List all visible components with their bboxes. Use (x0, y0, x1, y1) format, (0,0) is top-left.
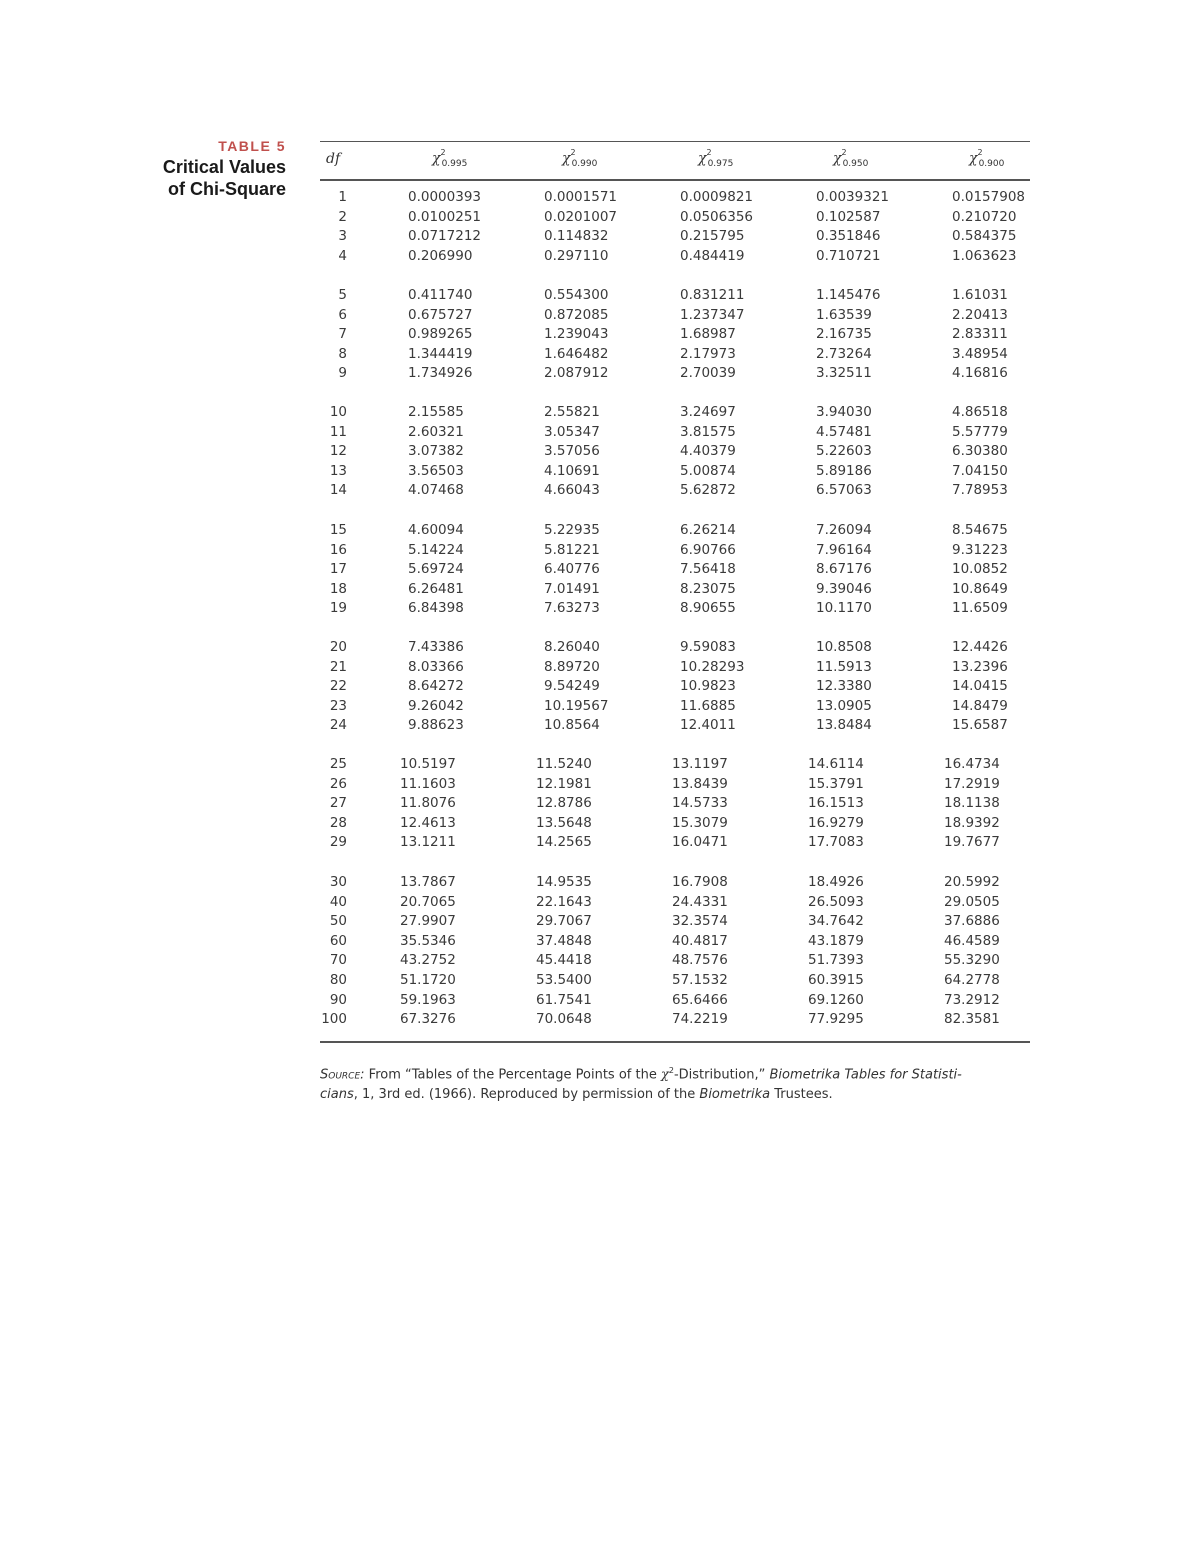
df-cell: 7 (338, 326, 347, 343)
value-cell: 14.5733 (672, 795, 728, 812)
value-cell: 7.01491 (544, 580, 600, 597)
value-cell: 4.07468 (408, 482, 464, 499)
chi-symbol: χ (833, 150, 842, 167)
value-cell: 8.64272 (408, 678, 464, 695)
value-cell: 8.03366 (408, 658, 464, 675)
value-cell: 57.1532 (672, 971, 728, 988)
value-cell: 0.554300 (544, 287, 609, 303)
value-cell: 16.4734 (944, 756, 1000, 772)
value-cell: 0.0001571 (544, 189, 618, 205)
df-cell: 11 (329, 423, 347, 440)
table-row (320, 971, 1040, 991)
value-cell: 15.3791 (808, 775, 864, 792)
value-cell: 5.14224 (408, 541, 464, 558)
probability-subscript: 0.975 (707, 159, 734, 170)
value-cell: 1.145476 (816, 287, 881, 303)
value-cell: 6.26214 (680, 522, 736, 538)
row-group (320, 873, 1040, 1030)
value-cell: 20.5992 (944, 874, 1000, 890)
value-cell: 11.1603 (400, 775, 456, 792)
value-cell: 3.48954 (952, 345, 1008, 362)
df-cell: 29 (329, 834, 347, 851)
table-row (320, 442, 1040, 462)
value-cell: 0.411740 (408, 287, 473, 303)
superscript: 2 (977, 148, 983, 157)
table-row (320, 716, 1040, 736)
value-cell: 0.102587 (816, 208, 881, 225)
value-cell: 16.0471 (672, 834, 728, 851)
df-cell: 25 (329, 756, 347, 772)
chi-symbol: χ (562, 150, 571, 167)
value-cell: 3.07382 (408, 443, 464, 460)
value-cell: 0.484419 (680, 247, 745, 264)
value-cell: 2.087912 (544, 365, 609, 382)
value-cell: 2.55821 (544, 404, 600, 420)
value-cell: 12.3380 (816, 678, 872, 695)
value-cell: 8.23075 (680, 580, 736, 597)
value-cell: 12.8786 (536, 795, 592, 812)
column-header-0.990 (562, 150, 601, 169)
table-row (320, 932, 1040, 952)
value-cell: 0.297110 (544, 247, 609, 264)
value-cell: 32.3574 (672, 913, 728, 930)
value-cell: 55.3290 (944, 952, 1000, 969)
value-cell: 61.7541 (536, 991, 592, 1008)
value-cell: 6.40776 (544, 561, 600, 578)
superscript: 2 (570, 148, 576, 157)
value-cell: 7.26094 (816, 522, 872, 538)
value-cell: 16.1513 (808, 795, 864, 812)
source-label: Source: (320, 1067, 365, 1083)
value-cell: 51.1720 (400, 971, 456, 988)
value-cell: 7.56418 (680, 561, 736, 578)
value-cell: 11.5240 (536, 756, 592, 772)
value-cell: 73.2912 (944, 991, 1000, 1008)
column-header-0.950 (833, 150, 872, 169)
df-cell: 70 (329, 952, 347, 969)
chi-symbol: χ (969, 150, 978, 167)
value-cell: 6.57063 (816, 482, 872, 499)
row-group (320, 188, 1040, 266)
value-cell: 3.05347 (544, 423, 600, 440)
df-cell: 40 (329, 893, 347, 910)
value-cell: 46.4589 (944, 932, 1000, 949)
table-row (320, 247, 1040, 267)
df-cell: 4 (338, 247, 347, 264)
table-row (320, 697, 1040, 717)
value-cell: 0.0157908 (952, 189, 1026, 205)
df-cell: 27 (329, 795, 347, 812)
value-cell: 13.0905 (816, 697, 872, 714)
value-cell: 4.66043 (544, 482, 600, 499)
column-header-0.975 (698, 150, 737, 169)
superscript: 2 (841, 148, 847, 157)
value-cell: 7.63273 (544, 600, 600, 617)
value-cell: 1.63539 (816, 306, 872, 323)
value-cell: 9.88623 (408, 717, 464, 734)
value-cell: 5.81221 (544, 541, 600, 558)
table-row (320, 580, 1040, 600)
value-cell: 8.90655 (680, 600, 736, 617)
value-cell: 0.0717212 (408, 228, 482, 245)
df-cell: 5 (338, 287, 347, 303)
value-cell: 14.8479 (952, 697, 1008, 714)
value-cell: 10.8649 (952, 580, 1008, 597)
header-df: df (326, 151, 341, 167)
table-row (320, 599, 1040, 619)
table-row (320, 423, 1040, 443)
df-cell: 19 (329, 600, 347, 617)
table-row (320, 462, 1040, 482)
value-cell: 9.59083 (680, 639, 736, 655)
value-cell: 5.22935 (544, 522, 600, 538)
value-cell: 0.710721 (816, 247, 881, 264)
value-cell: 0.584375 (952, 228, 1017, 245)
table-row (320, 814, 1040, 834)
value-cell: 16.7908 (672, 874, 728, 890)
value-cell: 0.0506356 (680, 208, 754, 225)
value-cell: 14.2565 (536, 834, 592, 851)
table-row (320, 481, 1040, 501)
superscript: 2 (440, 148, 446, 157)
value-cell: 15.3079 (672, 814, 728, 831)
value-cell: 59.1963 (400, 991, 456, 1008)
value-cell: 0.206990 (408, 247, 473, 264)
value-cell: 0.114832 (544, 228, 609, 245)
value-cell: 10.19567 (544, 697, 609, 714)
value-cell: 4.16816 (952, 365, 1008, 382)
source-note: Source: From “Tables of the Percentage Points of the $\chi^2$-Distribution,” Biometrika Tables for Statisti- cians, 1, 3rd ed. (1966). Reproduced by permission of the Biometrika Trustees. (320, 1066, 962, 1103)
value-cell: 7.43386 (408, 639, 464, 655)
value-cell: 2.16735 (816, 326, 872, 343)
value-cell: 2.15585 (408, 404, 464, 420)
value-cell: 77.9295 (808, 1011, 864, 1028)
value-cell: 3.94030 (816, 404, 872, 420)
df-cell: 50 (329, 913, 347, 930)
value-cell: 35.5346 (400, 932, 456, 949)
row-group (320, 403, 1040, 501)
value-cell: 8.89720 (544, 658, 600, 675)
value-cell: 3.57056 (544, 443, 600, 460)
df-cell: 1 (338, 189, 347, 205)
df-cell: 8 (338, 345, 347, 362)
value-cell: 10.0852 (952, 561, 1008, 578)
value-cell: 0.0100251 (408, 208, 482, 225)
value-cell: 14.6114 (808, 756, 864, 772)
value-cell: 82.3581 (944, 1011, 1000, 1028)
table-row (320, 658, 1040, 678)
value-cell: 18.4926 (808, 874, 864, 890)
value-cell: 2.83311 (952, 326, 1008, 343)
value-cell: 40.4817 (672, 932, 728, 949)
df-cell: 14 (329, 482, 347, 499)
value-cell: 6.84398 (408, 600, 464, 617)
value-cell: 15.6587 (952, 717, 1008, 734)
value-cell: 13.8439 (672, 775, 728, 792)
table-row (320, 325, 1040, 345)
value-cell: 51.7393 (808, 952, 864, 969)
df-cell: 3 (338, 228, 347, 245)
value-cell: 2.17973 (680, 345, 736, 362)
value-cell: 0.872085 (544, 306, 609, 323)
column-header-0.900 (969, 150, 1008, 169)
value-cell: 3.24697 (680, 404, 736, 420)
value-cell: 13.5648 (536, 814, 592, 831)
table-row (320, 227, 1040, 247)
value-cell: 43.1879 (808, 932, 864, 949)
value-cell: 0.0000393 (408, 189, 482, 205)
value-cell: 1.239043 (544, 326, 609, 343)
value-cell: 5.22603 (816, 443, 872, 460)
value-cell: 20.7065 (400, 893, 456, 910)
value-cell: 8.67176 (816, 561, 872, 578)
value-cell: 0.0039321 (816, 189, 890, 205)
probability-subscript: 0.900 (978, 159, 1005, 170)
value-cell: 2.20413 (952, 306, 1008, 323)
value-cell: 6.26481 (408, 580, 464, 597)
value-cell: 1.237347 (680, 306, 745, 323)
source-journal: Biometrika Tables for Statisti- (769, 1067, 962, 1083)
value-cell: 13.1197 (672, 756, 728, 772)
value-cell: 1.344419 (408, 345, 473, 362)
value-cell: 8.54675 (952, 522, 1008, 538)
value-cell: 9.31223 (952, 541, 1008, 558)
value-cell: 13.2396 (952, 658, 1008, 675)
value-cell: 13.8484 (816, 717, 872, 734)
value-cell: 45.4418 (536, 952, 592, 969)
df-cell: 2 (338, 208, 347, 225)
table-row (320, 364, 1040, 384)
value-cell: 11.5913 (816, 658, 872, 675)
table-number: TABLE 5 (218, 138, 286, 154)
value-cell: 7.04150 (952, 462, 1008, 479)
value-cell: 64.2778 (944, 971, 1000, 988)
value-cell: 9.54249 (544, 678, 600, 695)
value-cell: 69.1260 (808, 991, 864, 1008)
df-cell: 28 (329, 814, 347, 831)
df-cell: 16 (329, 541, 347, 558)
value-cell: 18.9392 (944, 814, 1000, 831)
df-cell: 90 (329, 991, 347, 1008)
value-cell: 9.26042 (408, 697, 464, 714)
df-cell: 22 (329, 678, 347, 695)
value-cell: 70.0648 (536, 1011, 592, 1028)
value-cell: 0.210720 (952, 208, 1017, 225)
value-cell: 4.40379 (680, 443, 736, 460)
value-cell: 18.1138 (944, 795, 1000, 812)
row-group (320, 521, 1040, 619)
value-cell: 0.989265 (408, 326, 473, 343)
value-cell: 11.8076 (400, 795, 456, 812)
table-row (320, 794, 1040, 814)
value-cell: 10.8564 (544, 717, 600, 734)
table-row (320, 306, 1040, 326)
table-row (320, 208, 1040, 228)
value-cell: 17.2919 (944, 775, 1000, 792)
value-cell: 1.646482 (544, 345, 609, 362)
table-row (320, 1010, 1040, 1030)
superscript: 2 (706, 148, 712, 157)
value-cell: 29.7067 (536, 913, 592, 930)
value-cell: 2.60321 (408, 423, 464, 440)
value-cell: 4.57481 (816, 423, 872, 440)
value-cell: 11.6885 (680, 697, 736, 714)
value-cell: 48.7576 (672, 952, 728, 969)
value-cell: 14.0415 (952, 678, 1008, 695)
value-cell: 22.1643 (536, 893, 592, 910)
df-cell: 30 (329, 874, 347, 890)
df-cell: 20 (329, 639, 347, 655)
value-cell: 10.9823 (680, 678, 736, 695)
value-cell: 0.215795 (680, 228, 745, 245)
table-row (320, 541, 1040, 561)
chi-symbol: χ (432, 150, 441, 167)
value-cell: 0.0201007 (544, 208, 618, 225)
table-row (320, 991, 1040, 1011)
row-group (320, 638, 1040, 736)
value-cell: 16.9279 (808, 814, 864, 831)
table-row (320, 638, 1040, 658)
value-cell: 37.6886 (944, 913, 1000, 930)
value-cell: 6.90766 (680, 541, 736, 558)
df-cell: 80 (329, 971, 347, 988)
df-cell: 13 (329, 462, 347, 479)
value-cell: 10.1170 (816, 600, 872, 617)
value-cell: 1.734926 (408, 365, 473, 382)
value-cell: 0.675727 (408, 306, 473, 323)
df-cell: 24 (329, 717, 347, 734)
row-group (320, 286, 1040, 384)
value-cell: 24.4331 (672, 893, 728, 910)
table-row (320, 188, 1040, 208)
value-cell: 11.6509 (952, 600, 1008, 617)
value-cell: 53.5400 (536, 971, 592, 988)
value-cell: 2.73264 (816, 345, 872, 362)
table-title-line2: of Chi-Square (167, 179, 286, 199)
value-cell: 0.831211 (680, 287, 745, 303)
value-cell: 2.70039 (680, 365, 736, 382)
df-cell: 10 (329, 404, 347, 420)
probability-subscript: 0.995 (441, 159, 468, 170)
value-cell: 1.68987 (680, 326, 736, 343)
value-cell: 5.69724 (408, 561, 464, 578)
header-rule (320, 179, 1030, 181)
value-cell: 65.6466 (672, 991, 728, 1008)
value-cell: 4.60094 (408, 522, 464, 538)
value-cell: 0.0009821 (680, 189, 754, 205)
column-header-0.995 (432, 150, 471, 169)
table-title-line1: Critical Values (162, 157, 286, 177)
table-row (320, 873, 1040, 893)
value-cell: 3.32511 (816, 365, 872, 382)
value-cell: 74.2219 (672, 1011, 728, 1028)
df-cell: 18 (329, 580, 347, 597)
value-cell: 10.28293 (680, 658, 745, 675)
value-cell: 5.57779 (952, 423, 1008, 440)
table-row (320, 560, 1040, 580)
value-cell: 12.4011 (680, 717, 736, 734)
value-cell: 13.1211 (400, 834, 456, 851)
df-cell: 9 (338, 365, 347, 382)
value-cell: 34.7642 (808, 913, 864, 930)
value-cell: 14.9535 (536, 874, 592, 890)
df-cell: 17 (329, 561, 347, 578)
value-cell: 3.56503 (408, 462, 464, 479)
value-cell: 7.78953 (952, 482, 1008, 499)
value-cell: 8.26040 (544, 639, 600, 655)
value-cell: 1.61031 (952, 287, 1008, 303)
value-cell: 27.9907 (400, 913, 456, 930)
df-cell: 60 (329, 932, 347, 949)
table-row (320, 286, 1040, 306)
value-cell: 12.4426 (952, 639, 1008, 655)
value-cell: 19.7677 (944, 834, 1000, 851)
chi-symbol: χ (698, 150, 707, 167)
table-row (320, 403, 1040, 423)
table-row (320, 677, 1040, 697)
value-cell: 29.0505 (944, 893, 1000, 910)
value-cell: 4.10691 (544, 462, 600, 479)
value-cell: 37.4848 (536, 932, 592, 949)
table-row (320, 893, 1040, 913)
df-cell: 23 (329, 697, 347, 714)
probability-subscript: 0.950 (842, 159, 869, 170)
value-cell: 13.7867 (400, 874, 456, 890)
table-row (320, 345, 1040, 365)
top-rule (320, 141, 1030, 142)
value-cell: 12.1981 (536, 775, 592, 792)
table-row (320, 775, 1040, 795)
df-cell: 26 (329, 775, 347, 792)
df-cell: 15 (329, 522, 347, 538)
value-cell: 5.62872 (680, 482, 736, 499)
value-cell: 5.00874 (680, 462, 736, 479)
value-cell: 4.86518 (952, 404, 1008, 420)
value-cell: 1.063623 (952, 247, 1017, 264)
bottom-rule (320, 1041, 1030, 1043)
table-caption (120, 136, 286, 200)
probability-subscript: 0.990 (571, 159, 598, 170)
row-group (320, 755, 1040, 853)
value-cell: 43.2752 (400, 952, 456, 969)
df-cell: 6 (338, 306, 347, 323)
value-cell: 60.3915 (808, 971, 864, 988)
table-row (320, 912, 1040, 932)
value-cell: 26.5093 (808, 893, 864, 910)
value-cell: 0.351846 (816, 228, 881, 245)
value-cell: 12.4613 (400, 814, 456, 831)
value-cell: 10.5197 (400, 756, 456, 772)
value-cell: 6.30380 (952, 443, 1008, 460)
value-cell: 9.39046 (816, 580, 872, 597)
df-cell: 21 (329, 658, 347, 675)
table-row (320, 951, 1040, 971)
value-cell: 7.96164 (816, 541, 872, 558)
table-row (320, 833, 1040, 853)
table-row (320, 755, 1040, 775)
df-cell: 12 (329, 443, 347, 460)
value-cell: 10.8508 (816, 639, 872, 655)
value-cell: 67.3276 (400, 1011, 456, 1028)
value-cell: 17.7083 (808, 834, 864, 851)
df-cell: 100 (321, 1011, 347, 1028)
table-row (320, 521, 1040, 541)
value-cell: 5.89186 (816, 462, 872, 479)
value-cell: 3.81575 (680, 423, 736, 440)
